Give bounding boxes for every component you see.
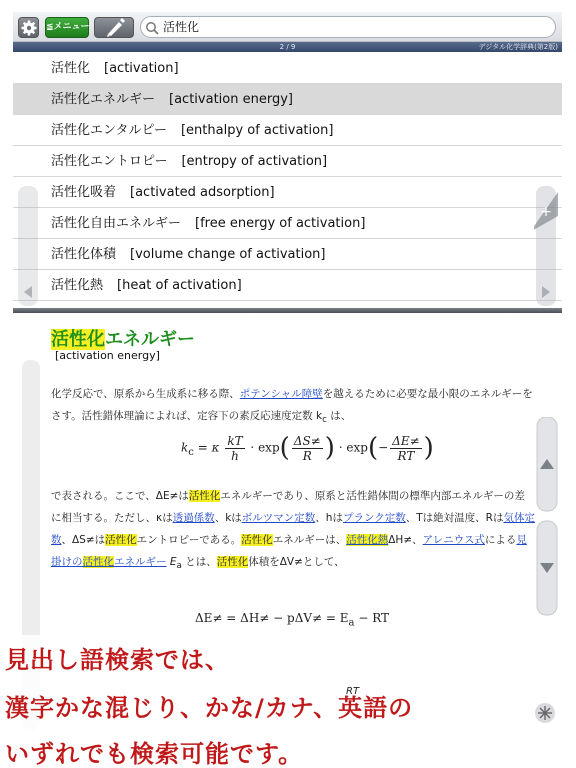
result-english: [activated adsorption] <box>130 185 275 200</box>
result-english: [enthalpy of activation] <box>180 123 334 138</box>
result-headword: 活性化体積 <box>51 247 117 262</box>
paren: ) <box>324 433 335 463</box>
result-row[interactable] <box>13 208 562 239</box>
paragraph-1 <box>51 383 535 431</box>
title-highlight: 活性化 <box>51 329 105 350</box>
search-query: 活性化 <box>163 20 200 34</box>
paragraph-2 <box>51 485 535 577</box>
text: a <box>176 561 182 572</box>
previous-page-handle[interactable] <box>16 186 40 306</box>
toolbar <box>13 12 562 42</box>
formula-term: exp <box>346 440 368 455</box>
result-headword: 活性化自由エネルギー <box>51 216 182 231</box>
title-rest: エネルギー <box>105 329 195 350</box>
formula-energy-relation <box>195 611 389 628</box>
text: エネルギーであり、原系と活性錯体間の標準内部エネルギーの差に相当する。ただし、κは <box>51 490 525 524</box>
text: は、 <box>326 410 352 422</box>
result-row[interactable] <box>13 146 562 177</box>
text: エネルギーは、 <box>272 534 347 546</box>
link-transmission-coefficient[interactable]: 透過係数 <box>172 512 215 524</box>
result-list <box>13 53 562 307</box>
article-subtitle: [activation energy] <box>55 349 160 362</box>
formula-term: − RT <box>354 611 390 625</box>
edit-button[interactable] <box>94 17 134 38</box>
result-row[interactable] <box>13 115 562 146</box>
formula-term: · <box>250 440 255 455</box>
text: E <box>166 556 177 568</box>
text: 化学反応で、原系から生成系に移る際、 <box>51 388 240 400</box>
caption-line-2: 漢字かな混じり、かな/カナ、英語の <box>5 694 414 722</box>
link-boltzmann-constant[interactable]: ボルツマン定数 <box>241 512 316 524</box>
text: による <box>484 534 517 546</box>
text: 、ΔS≠は <box>61 534 106 546</box>
result-row[interactable] <box>13 53 562 84</box>
snowflake-icon[interactable] <box>534 702 556 728</box>
formula-term: = <box>197 440 208 455</box>
search-highlight: 活性化 <box>216 556 249 568</box>
search-highlight: 活性化 <box>188 490 221 502</box>
paren: ( <box>367 433 379 463</box>
fraction <box>225 434 244 463</box>
text: を越えるために必要な最小限のエネルギーをさす。活性錯体理論によれば、定容下の素反応速度定数 k <box>51 388 533 422</box>
text: ΔH≠、 <box>388 534 423 546</box>
result-english: [heat of activation] <box>117 278 242 293</box>
text: 、kは <box>214 512 242 524</box>
text: とは、 <box>181 556 217 568</box>
result-headword: 活性化エネルギー <box>51 92 156 107</box>
menu-button[interactable]: ≦メニュー <box>45 17 89 38</box>
search-icon <box>145 20 159 39</box>
formula-term: c <box>188 446 194 458</box>
page-indicator: 2 / 9 <box>279 43 296 51</box>
link-planck-constant[interactable]: プランク定数 <box>342 512 406 524</box>
result-headword: 活性化エントロピー <box>51 154 168 169</box>
formula-term: κ <box>211 440 220 455</box>
result-english: [volume change of activation] <box>130 247 326 262</box>
result-row[interactable] <box>13 270 562 301</box>
settings-button[interactable] <box>18 17 39 38</box>
result-headword: 活性化熱 <box>51 278 104 293</box>
formula-rate-constant <box>181 433 434 463</box>
formula-term: h <box>231 448 239 463</box>
paren: ) <box>423 433 434 463</box>
text: 体積をΔV≠として、 <box>248 556 345 568</box>
text: エネルギー <box>114 556 167 568</box>
fraction <box>292 434 323 463</box>
result-row[interactable] <box>13 177 562 208</box>
text: c <box>322 415 327 426</box>
link-arrhenius-equation[interactable]: アレニウス式 <box>422 534 485 546</box>
pen-icon <box>95 18 133 37</box>
text: で表される。ここで、ΔE≠は <box>51 490 189 502</box>
formula-term: · <box>338 440 343 455</box>
result-english: [entropy of activation] <box>181 154 328 169</box>
formula-term: exp <box>258 440 280 455</box>
result-headword: 活性化 <box>51 61 91 76</box>
caption-overlap-text: RT <box>346 686 360 697</box>
gear-icon <box>19 18 40 39</box>
caption-line-1: 見出し語検索では、 <box>5 646 230 674</box>
formula-term: R <box>302 448 312 463</box>
result-english: [activation] <box>104 61 179 76</box>
article-scroll-control[interactable] <box>535 417 559 617</box>
result-english: [free energy of activation] <box>195 216 366 231</box>
link-heat-of-activation[interactable]: 活性化熱 <box>346 534 389 546</box>
search-highlight: 活性化 <box>105 534 137 546</box>
fraction <box>390 434 421 463</box>
formula-term: a <box>348 617 355 629</box>
result-headword: 活性化吸着 <box>51 185 117 200</box>
formula-term: RT <box>397 448 415 463</box>
formula-term: kT <box>227 433 243 448</box>
dictionary-name: デジタル化学辞典(第2版) <box>478 43 558 51</box>
text: 見掛けの <box>51 534 527 568</box>
formula-term: k <box>181 440 189 455</box>
caption-line-3: いずれでも検索可能です。 <box>5 740 304 768</box>
text: エントロピーである。 <box>136 534 242 546</box>
formula-term: ΔE≠ <box>392 433 420 448</box>
search-highlight: 活性化 <box>241 534 273 546</box>
article-title <box>51 329 195 351</box>
next-page-handle[interactable] <box>534 186 558 306</box>
status-bar <box>13 42 562 52</box>
search-input[interactable] <box>140 16 556 38</box>
link-potential-barrier[interactable]: ポテンシャル障壁 <box>239 388 323 400</box>
search-highlight: 活性化 <box>82 556 114 568</box>
paren: ( <box>279 433 290 463</box>
link-gas-constant[interactable]: 気体定数 <box>51 512 535 546</box>
result-headword: 活性化エンタルピー <box>51 123 167 138</box>
text: 、hは <box>315 512 343 524</box>
result-english: [activation energy] <box>169 92 293 107</box>
formula-term: ΔS≠ <box>293 433 321 448</box>
result-row[interactable] <box>13 239 562 270</box>
text: 、Tは絶対温度、Rは <box>405 512 504 524</box>
formula-term: ΔE≠ = ΔH≠ − pΔV≠ = E <box>195 611 349 625</box>
formula-term: − <box>378 440 389 455</box>
plus-icon: + <box>540 204 552 220</box>
result-row-selected[interactable] <box>13 84 562 115</box>
